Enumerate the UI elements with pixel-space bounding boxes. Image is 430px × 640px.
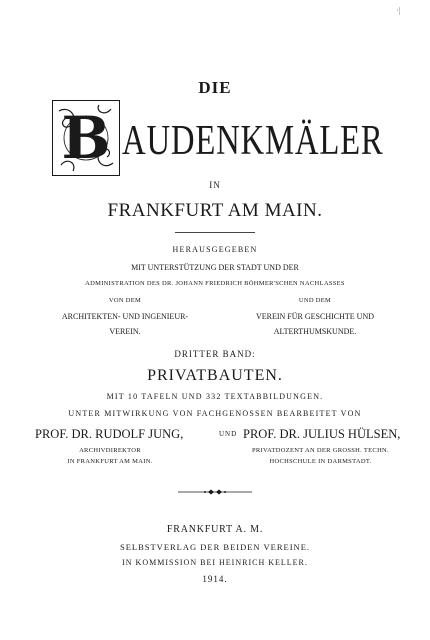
author-1-role: ARCHIVDIREKTOR bbox=[79, 447, 141, 454]
title-in: IN bbox=[209, 180, 221, 190]
left-column-header: VON DEM bbox=[108, 297, 142, 304]
corner-mark: ·| bbox=[396, 6, 401, 15]
imprint-publisher: SELBSTVERLAG DER BEIDEN VEREINE. bbox=[119, 542, 311, 552]
title-text: AUDENKMÄLER bbox=[122, 118, 384, 164]
author-2-role: PRIVATDOZENT AN DER GROSSH. TECHN. bbox=[252, 447, 389, 454]
volume-title: PRIVATBAUTEN. bbox=[147, 367, 283, 384]
support-line-2: ADMINISTRATION DES DR. JOHANN FRIEDRICH BÖHMER'SCHEN NACHLASSES bbox=[85, 280, 345, 287]
collaboration-line: UNTER MITWIRKUNG VON FACHGENOSSEN BEARBEITET VON bbox=[68, 409, 362, 418]
left-column-line-1: ARCHITEKTEN- UND INGENIEUR- bbox=[61, 312, 189, 321]
right-column-header: UND DEM bbox=[298, 297, 332, 304]
author-1-name: PROF. DR. RUDOLF JUNG, bbox=[35, 427, 184, 441]
imprint-commission: IN KOMMISSION BEI HEINRICH KELLER. bbox=[122, 558, 308, 567]
support-line-1: MIT UNTERSTÜTZUNG DER STADT UND DER bbox=[131, 263, 299, 272]
divider-rule bbox=[175, 232, 255, 233]
initial-letter: B bbox=[61, 104, 111, 172]
title-city: FRANKFURT AM MAIN. bbox=[107, 200, 323, 221]
imprint-place: FRANKFURT A. M. bbox=[166, 524, 264, 535]
herausgegeben-line: HERAUSGEGEBEN bbox=[172, 245, 258, 254]
ornament-rule-icon bbox=[178, 488, 252, 496]
author-2-name: PROF. DR. JULIUS HÜLSEN, bbox=[243, 427, 401, 441]
volume-number: DRITTER BAND: bbox=[174, 349, 256, 359]
main-title bbox=[40, 100, 390, 178]
volume-contents: MIT 10 TAFELN UND 332 TEXTABBILDUNGEN. bbox=[106, 392, 324, 401]
author-1-place: IN FRANKFURT AM MAIN. bbox=[67, 458, 153, 465]
ornamental-initial bbox=[52, 100, 120, 176]
left-column-line-2: VEREIN. bbox=[109, 327, 141, 336]
right-column-line-1: VEREIN FÜR GESCHICHTE UND bbox=[256, 312, 374, 321]
author-2-place: HOCHSCHULE IN DARMSTADT. bbox=[269, 458, 372, 465]
right-column-line-2: ALTERTHUMSKUNDE. bbox=[273, 327, 357, 336]
imprint-year: 1914. bbox=[202, 574, 228, 584]
title-die: DIE bbox=[198, 78, 232, 97]
author-conjunction: UND bbox=[219, 430, 238, 438]
